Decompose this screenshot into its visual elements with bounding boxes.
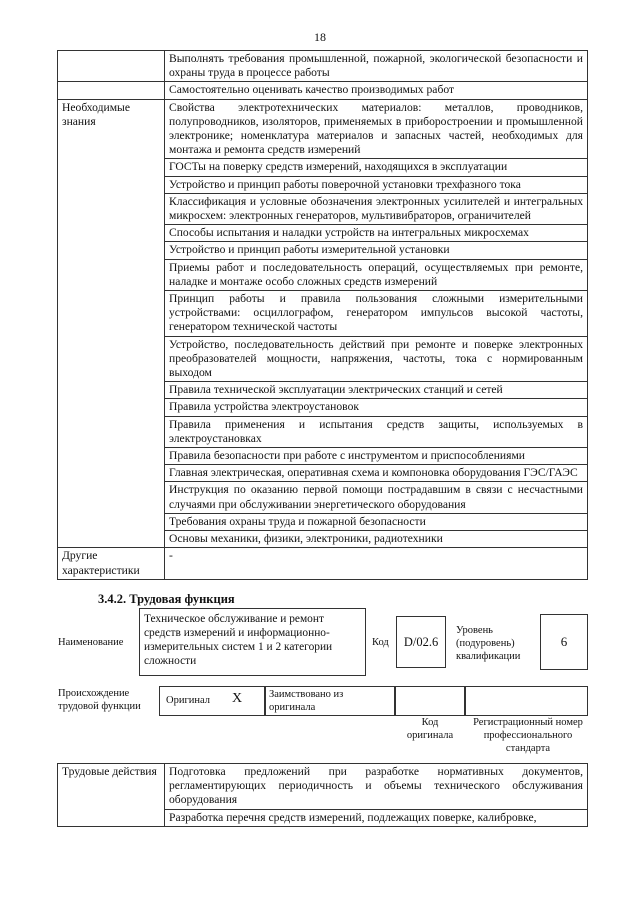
action-item: Разработка перечня средств измерений, подлежащих поверке, калибровке, [165,809,588,826]
page-number: 18 [314,30,326,44]
name-label: Наименование [58,637,124,648]
knowledge-item: Основы механики, физики, электроники, радиотехники [165,531,588,548]
knowledge-item: Свойства электротехнических материалов: металлов, проводников, полупроводников, изоляторов, применяемых в приборостроении и промышленной электронике; номенклатура материалов и запасных частей, необходимых для монтажа и ремонта средств измерений [165,99,588,159]
origin-code-cell [394,686,466,716]
action-item: Подготовка предложений при разработке нормативных документов, регламентирующих периодичность и объемы технического обслуживания оборудования [165,764,588,810]
knowledge-item: Правила устройства электроустановок [165,399,588,416]
function-name-box [139,608,366,676]
section-heading: 3.4.2. Трудовая функция [98,592,235,606]
actions-label: Трудовые действия [58,764,165,827]
table-row [58,548,588,579]
code-label: Код [372,637,389,648]
original-label: Оригинал [166,695,210,706]
level-value: 6 [540,614,588,670]
knowledge-item: ГОСТы на поверку средств измерений, находящихся в эксплуатации [165,159,588,176]
knowledge-item: Устройство и принцип работы поверочной установки трехфазного тока [165,176,588,193]
skill-item: Выполнять требования промышленной, пожарной, экологической безопасности и охраны труда в процессе работы [165,51,588,82]
table-row [58,764,588,810]
origin-original-cell [159,686,266,716]
competency-table [57,50,588,580]
table-row [58,51,588,82]
original-mark: X [232,691,243,706]
knowledge-item: Приемы работ и последовательность операций, осуществляемых при ремонте, наладке и монтаже особо сложных средств измерений [165,259,588,290]
knowledge-item: Принцип работы и правила пользования сложными измерительными устройствами: осциллографом, генератором импульсов высокой частоты, генератором технической частоты [165,291,588,337]
function-name-value: Техническое обслуживание и ремонт средств измерений и информационно-измерительных систем 1 и 2 категории сложности [144,613,333,667]
label-cell-empty [58,51,165,82]
reg-caption: Регистрационный номер профессионального стандарта [473,717,583,754]
other-value: - [165,548,588,579]
table-row [58,99,588,159]
table-row [58,82,588,99]
knowledge-item: Инструкция по оказанию первой помощи пострадавшим в связи с несчастными случаями при обслуживании энергетического оборудования [165,482,588,513]
knowledge-item: Правила технической эксплуатации электрических станций и сетей [165,382,588,399]
actions-table [57,763,588,827]
label-cell-empty [58,82,165,99]
code-caption: Код оригинала [406,717,454,741]
other-label: Другие характеристики [58,548,165,579]
level-label: Уровень (подуровень) квалификации [456,625,521,662]
knowledge-item: Правила применения и испытания средств защиты, используемых в электроустановках [165,416,588,447]
knowledge-item: Способы испытания и наладки устройств на интегральных микросхемах [165,225,588,242]
knowledge-item: Устройство и принцип работы измерительной установки [165,242,588,259]
knowledge-item: Устройство, последовательность действий при ремонте и поверке электронных преобразователей мощности, напряжения, частоты, тока с нормированным выходом [165,336,588,382]
knowledge-item: Главная электрическая, оперативная схема и компоновка оборудования ГЭС/ГАЭС [165,465,588,482]
function-code-value: D/02.6 [396,616,446,668]
knowledge-item: Требования охраны труда и пожарной безопасности [165,513,588,530]
knowledge-item: Классификация и условные обозначения электронных усилителей и интегральных микросхем: электронных генераторов, мультивибраторов, ограничителей [165,193,588,224]
skill-item: Самостоятельно оценивать качество производимых работ [165,82,588,99]
origin-reg-cell [464,686,588,716]
borrowed-label: Заимствовано из оригинала [269,689,344,713]
origin-label: Происхождение трудовой функции [58,688,141,712]
knowledge-item: Правила безопасности при работе с инструментом и приспособлениями [165,448,588,465]
knowledge-label: Необходимые знания [58,99,165,548]
origin-borrowed-cell [264,686,396,716]
